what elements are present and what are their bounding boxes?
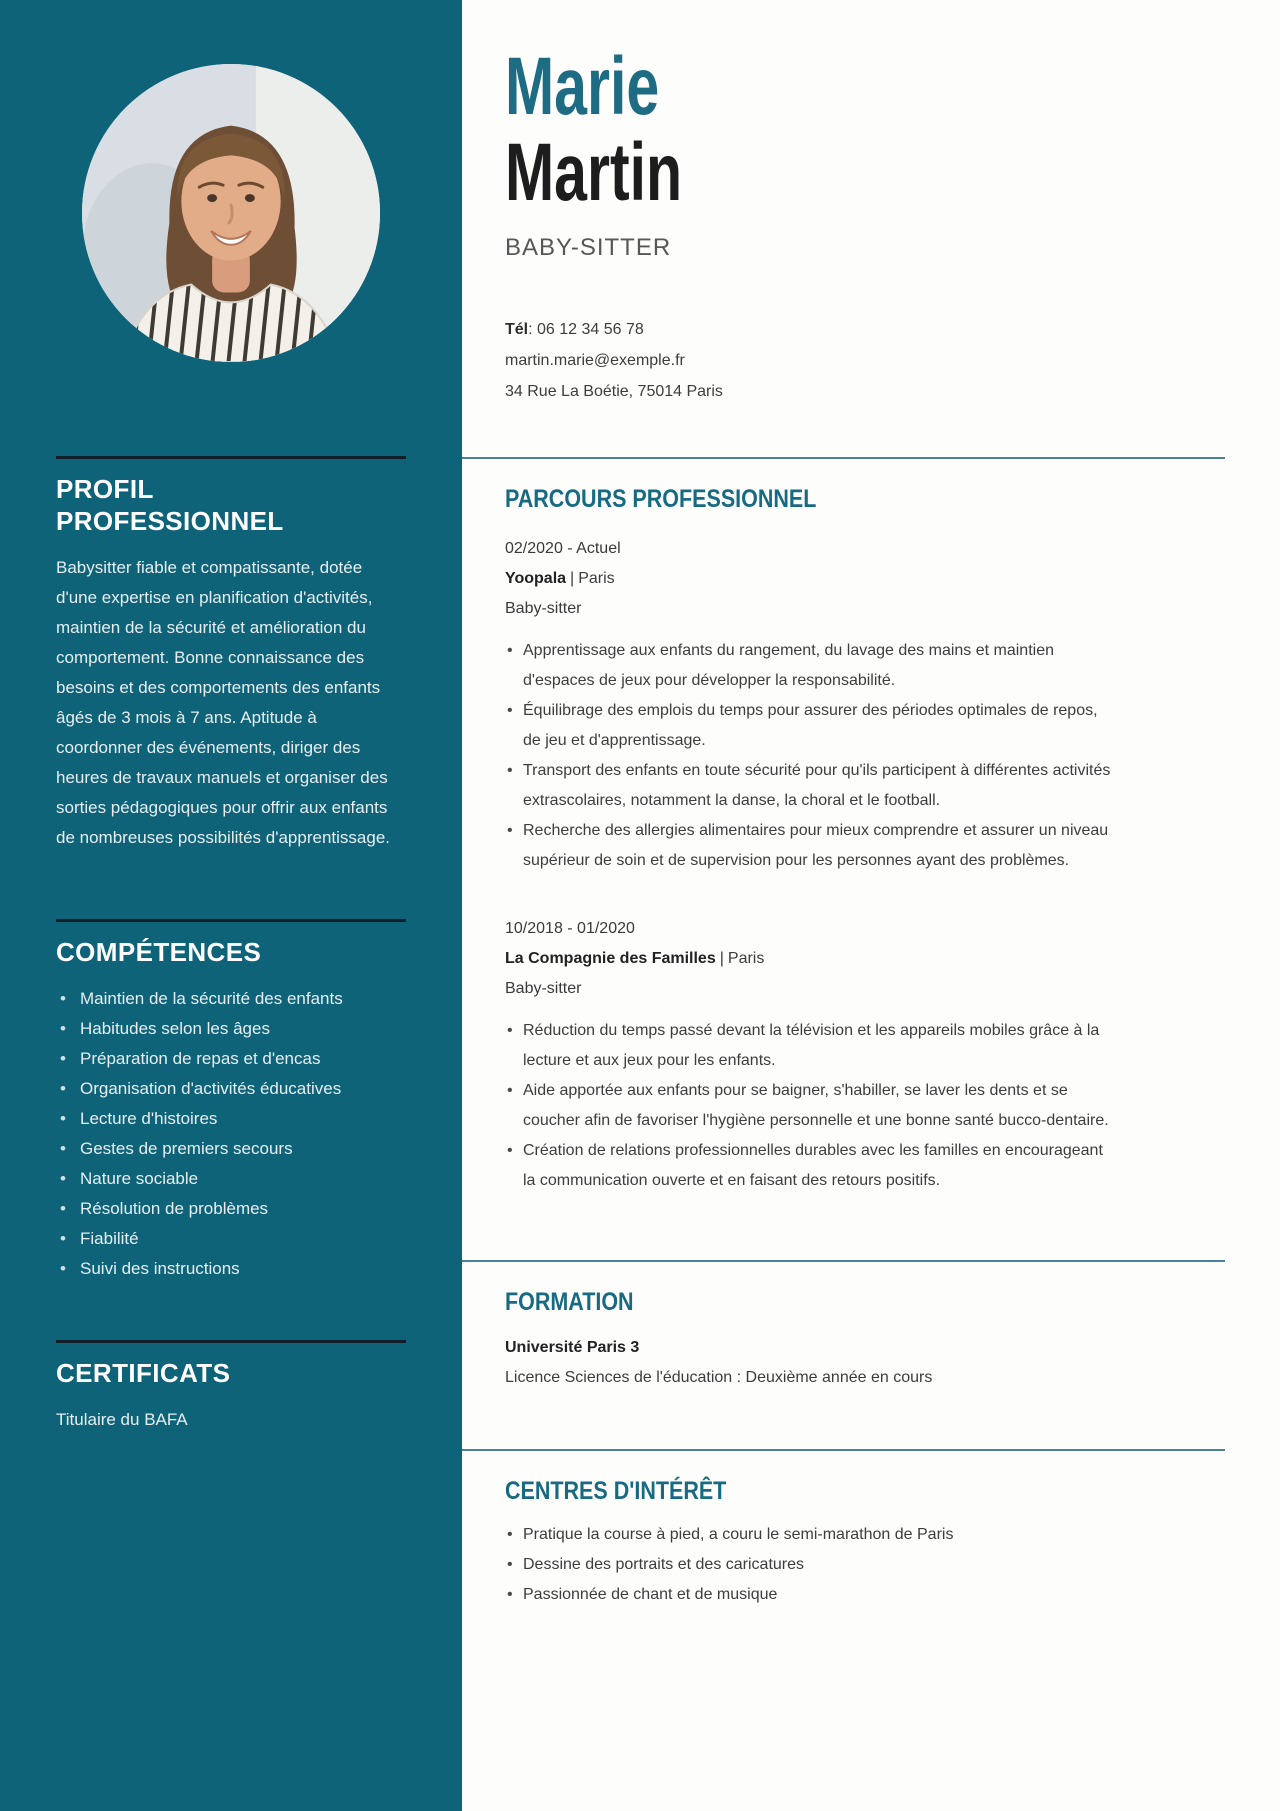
section-education (462, 1288, 1115, 1393)
sidebar (0, 0, 462, 1811)
job-company-line (505, 564, 1115, 594)
job-dates: 02/2020 - Actuel (505, 540, 621, 557)
section-experience (462, 485, 1115, 1196)
experience-bullet: • Transport des enfants en toute sécurité pour qu'ils participent à différentes activités extrascolaires, notamment la danse, la choral et le football. (505, 756, 1115, 816)
competence-item: • Lecture d'histoires (56, 1104, 406, 1134)
job-company: Yoopala (505, 570, 567, 587)
job-dates: 10/2018 - 01/2020 (505, 920, 635, 937)
certificats-heading: CERTIFICATS (56, 1358, 231, 1388)
sidebar-section-profile (56, 456, 406, 853)
competence-item: • Suivi des instructions (56, 1254, 406, 1284)
profile-heading: PROFIL PROFESSIONNEL (56, 474, 284, 536)
interest-item: • Dessine des portraits et des caricatures (505, 1550, 1115, 1580)
competences-list (56, 984, 406, 1284)
last-name: Martin (505, 127, 683, 218)
profile-text: Babysitter fiable et compatissante, dotée d'une expertise en planification d'activités, maintien de la sécurité et amélioration du comportement. Bonne connaissance des besoins et des comportements des enfants âgés de 3 mois à 7 ans. Aptitude à coordonner des événements, diriger des heures de travaux manuels et organiser des sorties pédagogiques pour offrir aux enfants de nombreuses possibilités d'apprentissage. (56, 558, 390, 847)
sidebar-divider (56, 919, 406, 922)
job-company: La Compagnie des Familles (505, 950, 716, 967)
job-bullet-list (505, 1016, 1115, 1196)
sidebar-divider (56, 1340, 406, 1343)
candidate-name (505, 0, 944, 216)
education-school: Université Paris 3 (505, 1339, 640, 1356)
company-location-separator: | (570, 570, 575, 587)
section-interests (462, 1477, 1115, 1610)
sidebar-section-certificats (56, 1340, 406, 1435)
competence-item: • Fiabilité (56, 1224, 406, 1254)
competence-item: • Habitudes selon les âges (56, 1014, 406, 1044)
experience-heading: PARCOURS PROFESSIONNEL (505, 485, 817, 513)
competence-item: • Préparation de repas et d'encas (56, 1044, 406, 1074)
experience-bullet: • Apprentissage aux enfants du rangement, du lavage des mains et maintien d'espaces de jeux pour développer la responsabilité. (505, 636, 1115, 696)
contact-address: 34 Rue La Boétie, 75014 Paris (505, 383, 723, 400)
job-title: BABY-SITTER (505, 234, 672, 261)
experience-bullet: • Recherche des allergies alimentaires pour mieux comprendre et assurer un niveau supérieur de soin et de supervision pour les personnes ayant des problèmes. (505, 816, 1115, 876)
interest-item: • Pratique la course à pied, a couru le semi-marathon de Paris (505, 1520, 1115, 1550)
education-heading: FORMATION (505, 1288, 634, 1316)
job-role: Baby-sitter (505, 980, 582, 997)
job-bullet-list (505, 636, 1115, 876)
contact-block (505, 314, 1115, 407)
competence-item: • Nature sociable (56, 1164, 406, 1194)
job-location: Paris (727, 950, 765, 967)
job-role: Baby-sitter (505, 600, 582, 617)
sidebar-section-competences (56, 919, 406, 1284)
job-location: Paris (578, 570, 615, 587)
competence-item: • Résolution de problèmes (56, 1194, 406, 1224)
section-divider (462, 1260, 1225, 1262)
interest-item: • Passionnée de chant et de musique (505, 1580, 1115, 1610)
education-degree: Licence Sciences de l'éducation : Deuxième année en cours (505, 1369, 933, 1386)
phone-value: 06 12 34 56 78 (537, 321, 644, 338)
sidebar-divider (56, 456, 406, 459)
contact-phone (505, 314, 1115, 345)
interest-list (505, 1520, 1115, 1610)
experience-entry (505, 534, 1115, 876)
competence-item: • Organisation d'activités éducatives (56, 1074, 406, 1104)
phone-label: Tél (505, 321, 529, 338)
experience-bullet: • Réduction du temps passé devant la télévision et les appareils mobiles grâce à la lecture et aux jeux pour les enfants. (505, 1016, 1115, 1076)
main-column (462, 0, 1225, 1610)
section-divider (462, 1449, 1225, 1451)
section-divider (462, 457, 1225, 459)
competence-item: • Gestes de premiers secours (56, 1134, 406, 1164)
experience-entry (505, 914, 1115, 1196)
experience-bullet: • Aide apportée aux enfants pour se baigner, s'habiller, se laver les dents et se coucher afin de favoriser l'hygiène personnelle et une bonne santé bucco-dentaire. (505, 1076, 1115, 1136)
first-name: Marie (505, 41, 660, 132)
profile-photo (82, 64, 380, 362)
experience-bullet: • Équilibrage des emplois du temps pour assurer des périodes optimales de repos, de jeu et d'apprentissage. (505, 696, 1115, 756)
competence-item: • Maintien de la sécurité des enfants (56, 984, 406, 1014)
certificat-item: Titulaire du BAFA (56, 1410, 188, 1429)
interests-heading: CENTRES D'INTÉRÊT (505, 1477, 727, 1505)
experience-bullet: • Création de relations professionnelles durables avec les familles en encourageant la communication ouverte et en faisant des retours positifs. (505, 1136, 1115, 1196)
company-location-separator: | (719, 950, 724, 967)
competences-heading: COMPÉTENCES (56, 937, 262, 967)
contact-email: martin.marie@exemple.fr (505, 352, 685, 369)
phone-separator: : (528, 321, 538, 338)
job-company-line (505, 944, 1115, 974)
